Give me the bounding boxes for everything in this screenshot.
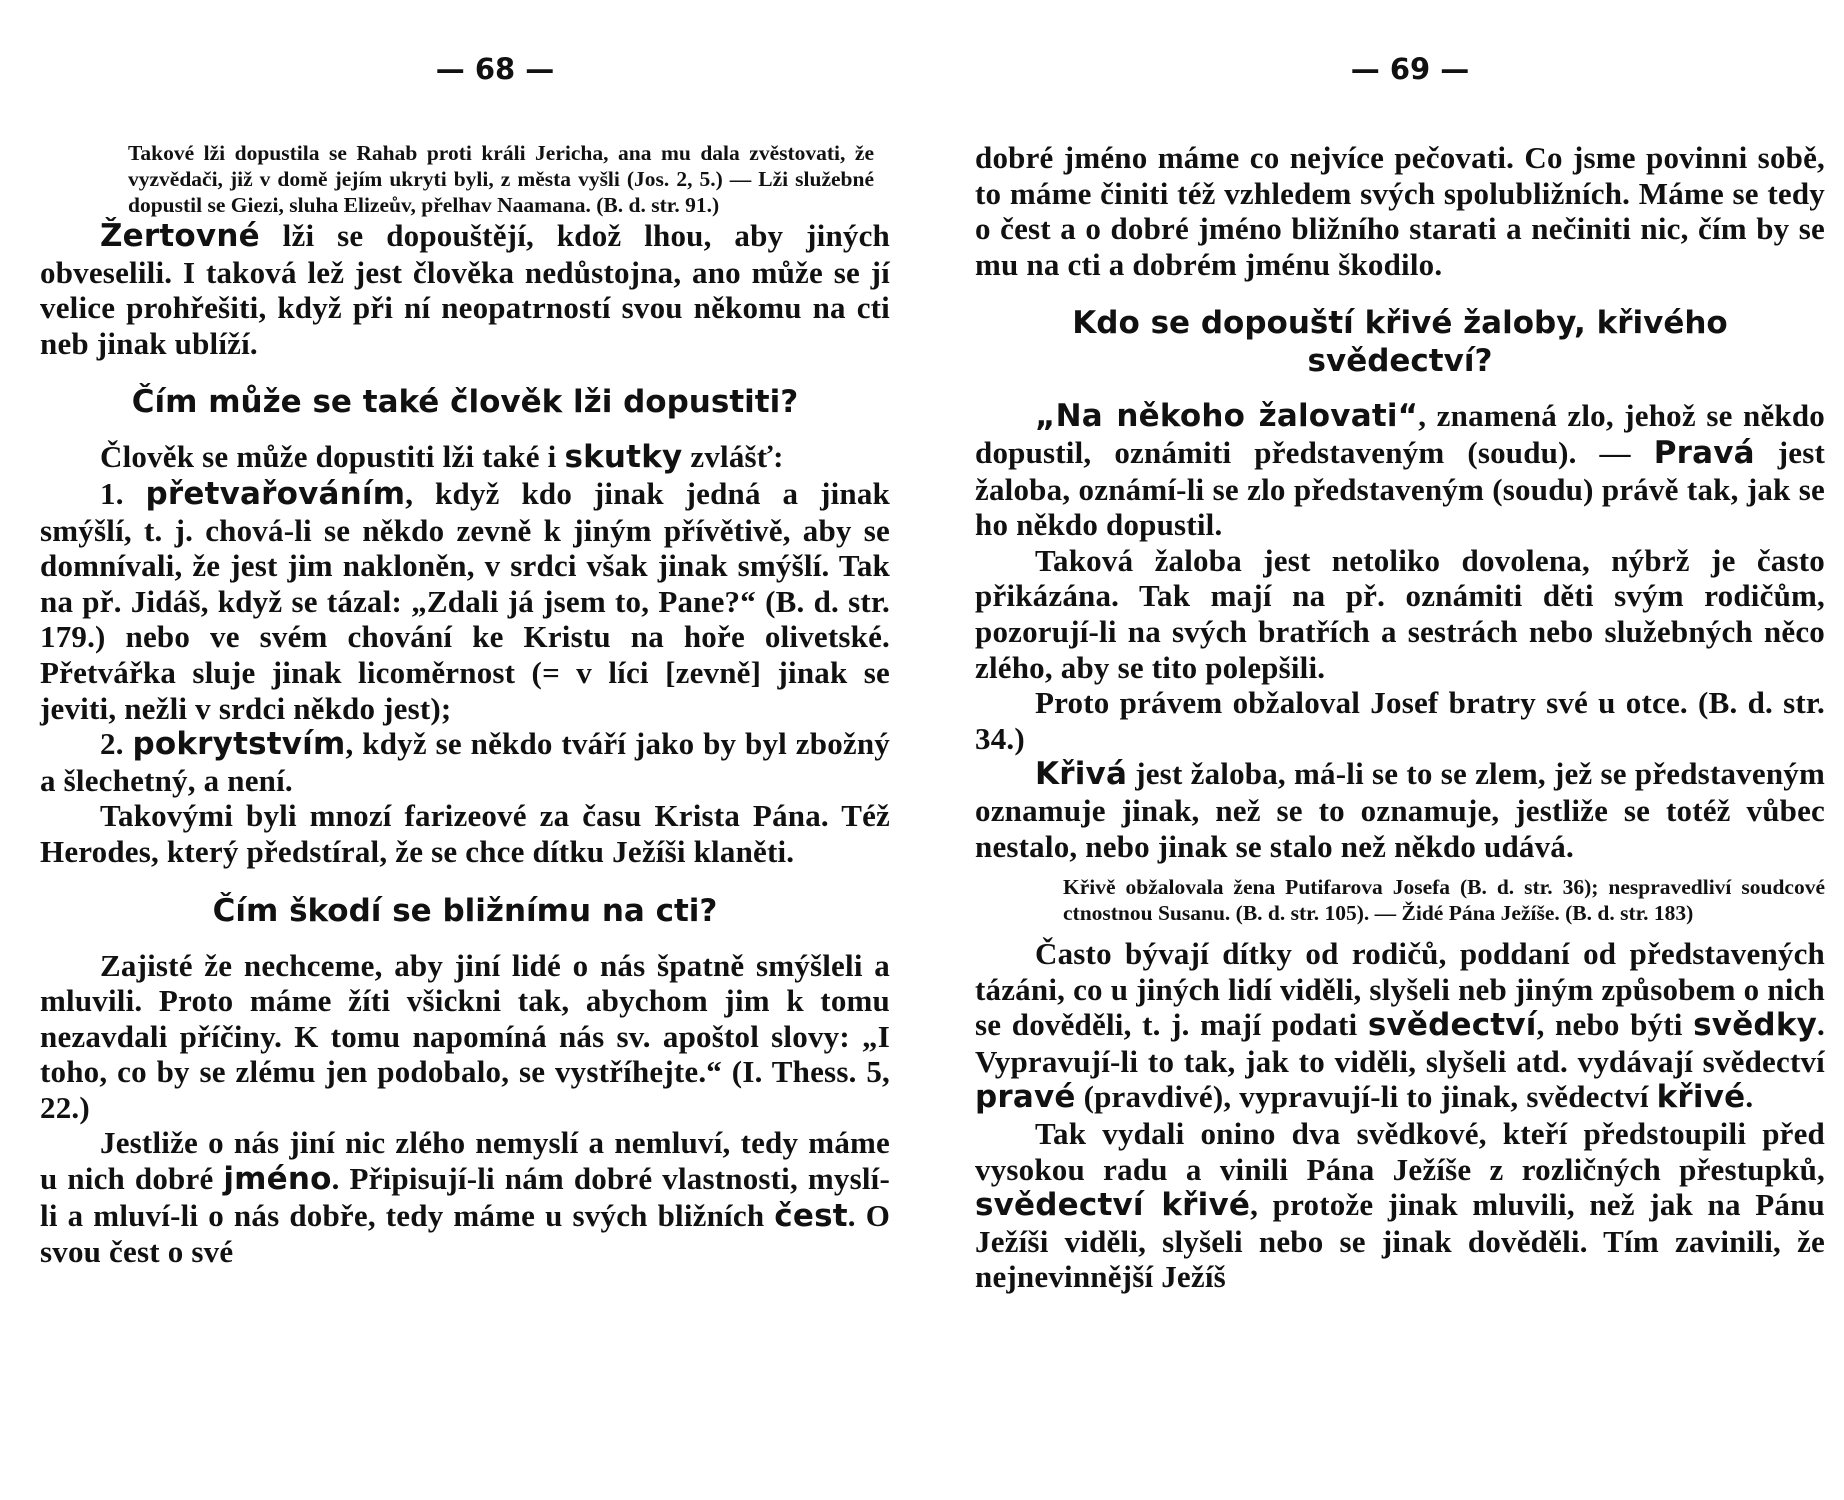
- body-paragraph: [40, 1125, 890, 1269]
- small-print-paragraph: Takové lži dopustila se Rahab proti králi Jericha, ana mu dala zvěstovati, že vyzvědači, již v domě jejím ukryti byli, z města vyšli (Jos. 2, 5.) — Lži služebné dopustil se Giezi, sluha Elizeův, přelhav Naamana. (B. d. str. 91.): [128, 141, 874, 217]
- text-run: , nebo býti: [1536, 1007, 1694, 1043]
- body-paragraph: Zajisté že nechceme, aby jiní lidé o nás špatně smýšleli a mluvili. Proto máme žíti všickni tak, abychom jim k tomu nezavdali příčiny. K tomu napomíná nás sv. apoštol slovy: „I toho, co by se zlému jen podobalo, se vystříhejte.“ (I. Thess. 5, 22.): [40, 947, 890, 1125]
- text-run: lži se dopouštějí, kdož lhou, aby jiných obveselili. I taková lež jest člověka nedůstojna, ano může se jí velice prohřešiti, když při ní neopatrností svou někomu na cti neb jinak ublíží.: [40, 218, 890, 361]
- body-paragraph: [40, 218, 890, 361]
- body-paragraph: Taková žaloba jest netoliko dovolena, nýbrž je často přikázána. Tak mají na př. oznámiti děti svým rodičům, pozorují-li na svých bratřích a sestrách nebo služebných něco zlého, aby se tito polepšili.: [975, 542, 1825, 685]
- body-paragraph: [975, 936, 1825, 1116]
- text-run: Často bývají dítky od rodičů, poddaní od představených tázáni, co u jiných lidí viděli, slyšeli neb jiným způsobem o nich se dověděli, t. j. mají podati: [975, 936, 1825, 1043]
- keyword: svědky: [1693, 1007, 1818, 1044]
- page-number-left: — 68 —: [435, 52, 555, 86]
- keyword: Žertovné: [100, 218, 260, 254]
- keyword: pokrytstvím: [132, 726, 346, 763]
- body-paragraph: [975, 398, 1825, 542]
- left-page-content: [40, 140, 890, 1270]
- text-run: . O svou čest o své: [40, 1197, 891, 1270]
- keyword: přetvařováním: [145, 475, 406, 512]
- keyword: svědectví: [1367, 1007, 1537, 1044]
- body-paragraph: dobré jméno máme co nejvíce pečovati. Co jsme povinni sobě, to máme činiti též vzhledem svých spolubližních. Máme se tedy o čest a o dobré jméno bližního starati a nečiniti nic, čím by se mu na cti a dobrém jménu škodilo.: [975, 140, 1825, 282]
- body-paragraph: [40, 476, 890, 726]
- section-heading: Čím škodí se bližnímu na cti?: [212, 892, 718, 929]
- keyword: křivé: [1656, 1079, 1746, 1116]
- text-run: , znamená zlo, jehož se někdo dopustil, oznámiti představeným (soudu). —: [975, 398, 1825, 470]
- text-run: Tak vydali onino dva svědkové, kteří předstoupili před vysokou radu a vinili Pána Ježíše z rozličných přestupků,: [975, 1116, 1825, 1187]
- right-page-content: [975, 140, 1825, 1295]
- keyword: „Na někoho žalovati“: [1035, 398, 1419, 435]
- text-run: (pravdivé), vypravují-li to jinak, svědectví: [1075, 1079, 1657, 1115]
- body-paragraph: Takovými byli mnozí farizeové za času Krista Pána. Též Herodes, který předstíral, že se chce dítku Ježíši klaněti.: [40, 798, 890, 869]
- text-run: .: [1745, 1079, 1754, 1115]
- body-paragraph: [40, 439, 890, 476]
- text-run: jest žaloba, má-li se to se zlem, jež se představeným oznamuje jinak, než se to oznamuje, jestliže se totéž vůbec nestalo, nebo jinak se stalo než někdo udává.: [975, 756, 1825, 864]
- keyword: Pravá: [1653, 434, 1755, 471]
- text-run: Člověk se může dopustiti lži také i: [100, 439, 565, 475]
- keyword: Křivá: [1035, 756, 1128, 793]
- page-number-right: — 69 —: [1350, 52, 1470, 86]
- body-paragraph: [975, 1116, 1825, 1295]
- body-paragraph: [40, 726, 890, 798]
- keyword: skutky: [564, 439, 683, 476]
- keyword: pravé: [975, 1079, 1076, 1116]
- section-heading: Kdo se dopouští křivé žaloby, křivého svědectví?: [1072, 305, 1728, 380]
- text-run: . Vypravují-li to tak, jak to viděli, slyšeli atd. vydávají svědectví: [975, 1007, 1825, 1079]
- small-print-note: Křivě obžalovala žena Putifarova Josefa (B. d. str. 36); nespravedliví soudcové ctnostnou Susanu. (B. d. str. 105). — Židé Pána Ježíše. (B. d. str. 183): [1063, 875, 1825, 926]
- text-run: zvlášť:: [682, 439, 784, 475]
- section-heading: Čím může se také člověk lži dopustiti?: [131, 384, 799, 421]
- keyword: jméno: [223, 1161, 332, 1198]
- keyword: čest: [774, 1197, 848, 1234]
- text-run: , když se někdo tváří jako by byl zbožný a šlechetný, a není.: [40, 726, 890, 798]
- text-run: , protože jinak mluvili, než jak na Pánu Ježíši viděli, slyšeli nebo se jinak dověděli. Tím zavinili, že nejnevinnější Ježíš: [975, 1187, 1826, 1295]
- text-run: Jestliže o nás jiní nic zlého nemyslí a nemluví, tedy máme u nich dobré: [40, 1125, 890, 1197]
- text-run: , když kdo jinak jedná a jinak smýšlí, t. j. chová-li se někdo zevně k jiným přívětivě, aby se domnívali, že jest jim nakloněn, v srdci však jinak smýšlí. Tak na př. Jidáš, když se tázal: „Zdali já jsem to, Pane?“ (B. d. str. 179.) nebo ve svém chování ke Kristu na hoře olivetské. Přetvářka sluje jinak licoměrnost (= v líci [zevně] jinak se jeviti, nežli v srdci někdo jest);: [40, 475, 890, 726]
- text-run: jest žaloba, oznámí-li se zlo představeným (soudu) právě tak, jak se ho někdo dopustil.: [975, 434, 1825, 543]
- keyword: svědectví křivé: [975, 1187, 1251, 1224]
- body-paragraph: [975, 756, 1825, 864]
- body-paragraph: Proto právem obžaloval Josef bratry své u otce. (B. d. str. 34.): [975, 685, 1825, 756]
- right-page: [975, 0, 1825, 1295]
- text-run: 1.: [100, 475, 146, 511]
- text-run: . Připisují-li nám dobré vlastnosti, myslí-li a mluví-li o nás dobře, tedy máme u svých bližních: [40, 1161, 890, 1233]
- left-page: [40, 0, 890, 1270]
- text-run: 2.: [100, 726, 133, 762]
